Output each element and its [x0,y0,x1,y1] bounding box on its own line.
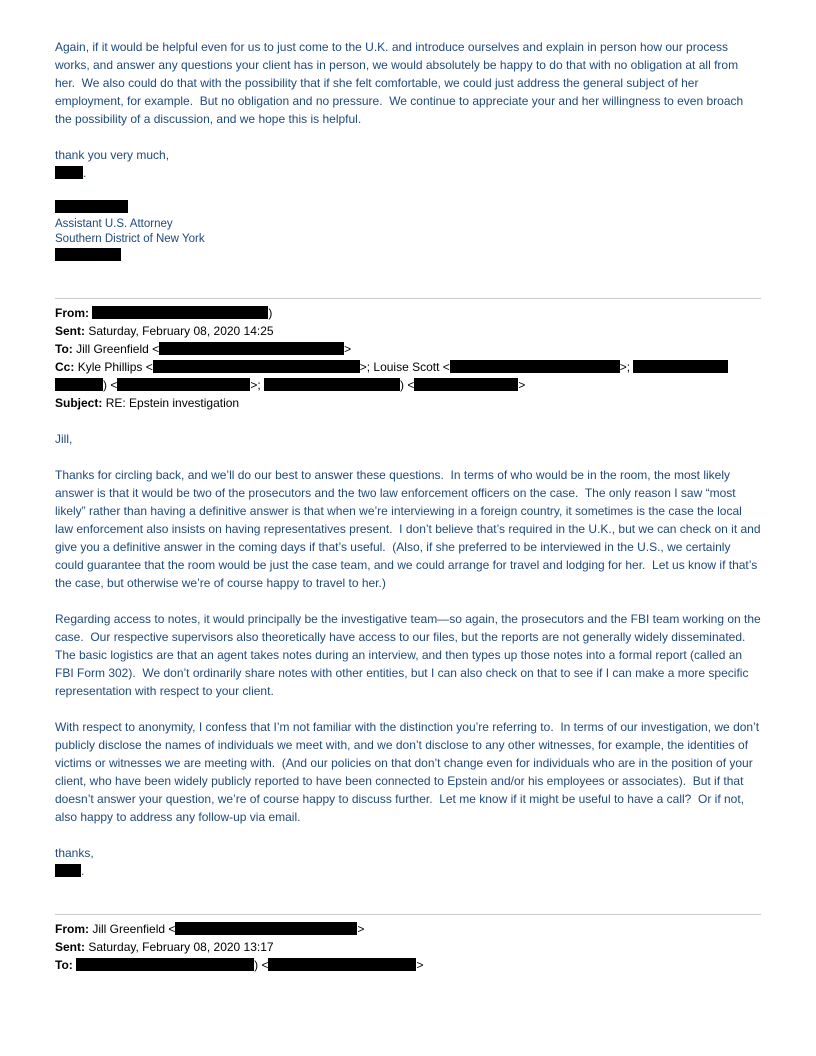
sent-line [55,938,761,956]
separator-line [55,914,761,915]
redaction-bar [117,378,250,391]
closing-signature-line [55,164,761,182]
from-line [55,304,761,322]
to-separator: ) < [254,958,269,972]
from-label: From: [55,922,89,936]
cc-separator: >; [250,378,265,392]
redaction-bar [633,360,728,373]
to-label: To: [55,342,73,356]
redaction-bar [55,200,128,213]
redaction-bar [55,378,103,391]
redaction-bar [268,958,416,971]
subject-label: Subject: [55,396,103,410]
cc-value-1: Kyle Phillips < [77,360,153,374]
spacer [55,412,761,430]
closing-period: . [81,864,85,878]
separator-line [55,298,761,299]
to-value: Jill Greenfield < [76,342,160,356]
signature-phone-line [55,248,761,265]
to-line [55,956,761,974]
redaction-bar [55,166,83,179]
redaction-bar [55,248,121,261]
redaction-bar [264,378,400,391]
cc-line-2 [55,376,761,394]
redaction-bar [92,306,268,319]
to-label: To: [55,958,73,972]
redaction-bar [450,360,620,373]
redaction-bar [153,360,360,373]
redaction-bar [55,864,81,877]
cc-suffix: > [518,378,526,392]
signature-org: Southern District of New York [55,233,205,245]
paragraph: Again, if it would be helpful even for us to just come to the U.K. and introduce ourselves and explain in person how our process works, and answer any questions your client has in person, we would absolutely be happy to do that with no obligation at all from her. We also could do that with the possibility that if she felt comfortable, we could just address the general subject of her employment, for example. But no obligation and no pressure. We continue to appreciate your and her willingness to even broach the possibility of a discussion, and we hope this is helpful. [55,40,747,126]
sent-label: Sent: [55,324,85,338]
cc-label: Cc: [55,360,75,374]
redaction-bar [175,922,357,935]
cc-separator: >; [619,360,634,374]
redaction-bar [414,378,518,391]
from-value: Jill Greenfield < [92,922,176,936]
to-suffix: > [416,958,424,972]
to-suffix: > [344,342,352,356]
email-top-section [55,38,761,264]
redaction-bar [76,958,254,971]
sent-value: Saturday, February 08, 2020 14:25 [88,324,274,338]
subject-line [55,394,761,412]
sent-line [55,322,761,340]
sent-value: Saturday, February 08, 2020 13:17 [88,940,274,954]
closing-period: . [83,166,87,180]
email-mid-section [55,304,765,880]
cc-line-1 [55,358,761,376]
from-label: From: [55,306,89,320]
signature-title: Assistant U.S. Attorney [55,217,173,230]
from-line [55,920,761,938]
greeting: Jill, [55,432,73,446]
paragraph: With respect to anonymity, I confess that I’m not familiar with the distinction you’re referring to. In terms of our investigation, we don’t publicly disclose the names of individuals we meet with, and we don’t disclose to any other witnesses, for example, the identities of victims or witnesses we are meeting with. (And our policies on that don’t change even for individuals who are in the position of your client, who have been widely publicly reported to have been connected to Epstein and/or his employees or associates). But if that doesn’t answer your question, we’re of course happy to discuss further. Let me know if it might be useful to have a call? Or if not, also happy to address any follow-up via email. [55,720,763,824]
closing-text: thanks, [55,846,94,860]
sent-label: Sent: [55,940,85,954]
signature-name-line [55,200,761,217]
signature-block [55,200,761,264]
paragraph: Thanks for circling back, and we’ll do our best to answer these questions. In terms of who would be in the room, the most likely answer is that it would be two of the prosecutors and the two law enforcement officers on the case. The only reason I saw “most likely” rather than having a definitive answer is that when we’re interviewing in a foreign country, it sometimes is the case the local law enforcement also insists on having representatives present. I don’t believe that’s required in the U.K., but we can check on it and give you a definitive answer in the coming days if that’s useful. (Also, if she preferred to be interviewed in the U.S., we certainly could guarantee that the room would be just the case team, and we could arrange for travel and lodging for her. Let us know if that’s the case, but otherwise we’re of course happy to travel to her.) [55,468,764,590]
closing-text: thank you very much, [55,148,170,162]
email-bottom-section [55,920,761,974]
subject-value: RE: Epstein investigation [105,396,240,410]
from-suffix: > [357,922,365,936]
cc-separator: ) < [103,378,118,392]
closing-signature-line [55,862,761,880]
redaction-bar [159,342,344,355]
paragraph: Regarding access to notes, it would principally be the investigative team—so again, the prosecutors and the FBI team working on the case. Our respective supervisors also theoretically have access to our files, but the reports are not generally widely disseminated. The basic logistics are that an agent takes notes during an interview, and then types up those notes into a formal report (called an FBI Form 302). We don’t ordinarily share notes with other entities, but I can also check on that to see if I can make a more specific representation with respect to your client. [55,612,765,698]
cc-separator: ) < [400,378,415,392]
to-line [55,340,761,358]
from-suffix: ) [268,306,273,320]
cc-value-2: >; Louise Scott < [359,360,450,374]
